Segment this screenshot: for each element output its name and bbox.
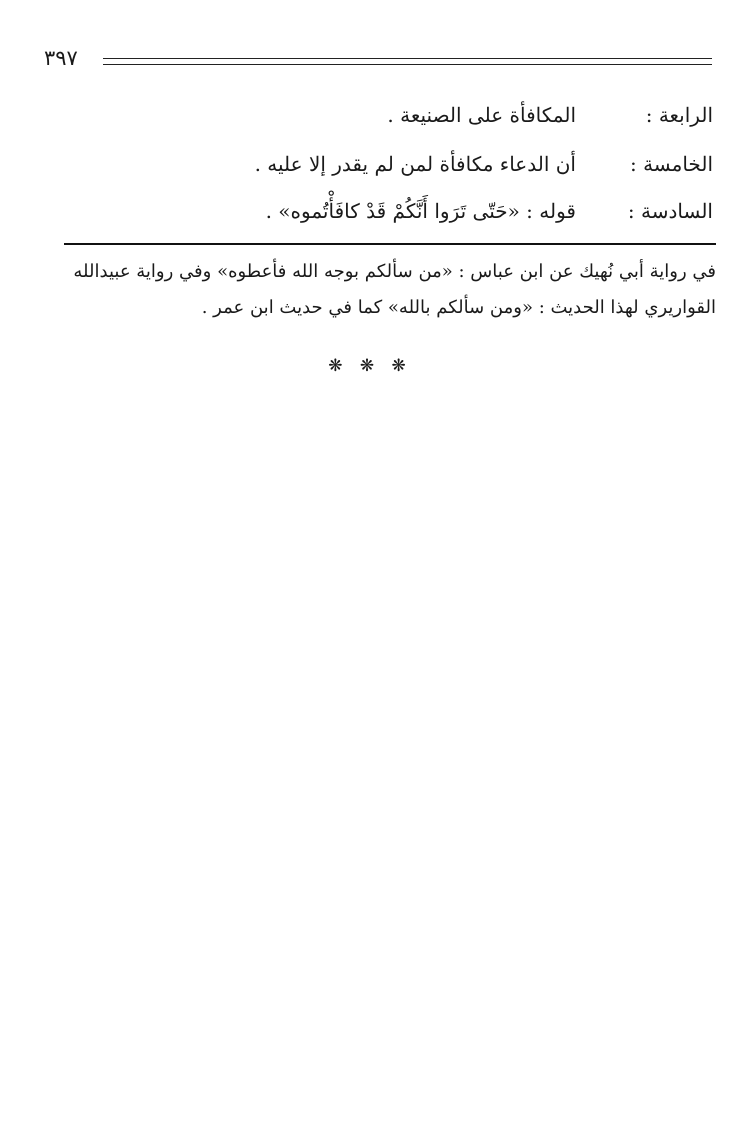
section-separator-stars: ❋ ❋ ❋ [328,356,412,376]
footnote-rule [64,243,716,245]
entry-label: السادسة : [627,199,713,223]
entry-label: الرابعة : [645,103,713,127]
header-rule-top [103,58,712,59]
footnote-line: في رواية أبي نُهيك عن ابن عباس : «من سألكم بوجه الله فأعطوه» وفي رواية عبيدالله [73,261,716,282]
entry-fifth [60,147,715,181]
entry-text: أن الدعاء مكافأة لمن لم يقدر إلا عليه . [254,152,576,176]
page-number: ٣٩٧ [44,46,78,70]
entry-text: المكافأة على الصنيعة . [387,103,576,127]
entry-fourth [60,98,715,132]
header-rule-bottom [103,64,712,65]
footnote-line: القواريري لهذا الحديث : «ومن سألكم بالله» كما في حديث ابن عمر . [201,297,716,318]
entry-label: الخامسة : [629,152,713,176]
footnote [56,254,716,326]
entry-sixth [60,194,715,228]
entry-text: قوله : «حَتّى تَرَوا أَنَّكُمْ قَدْ كافَأْتُموه» . [265,199,576,223]
